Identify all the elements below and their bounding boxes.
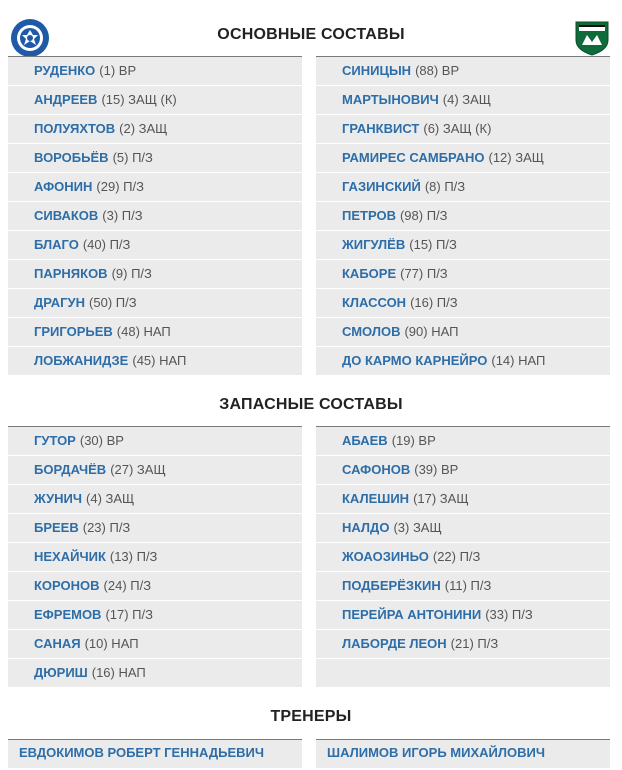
player-entry (342, 485, 469, 513)
player-entry (342, 231, 457, 259)
player-name-link[interactable]: БОРДАЧЁВ (34, 462, 107, 477)
player-row (8, 144, 302, 173)
player-name-link[interactable]: КОРОНОВ (34, 578, 100, 593)
player-row (316, 260, 610, 289)
player-row (8, 601, 302, 630)
player-row (8, 289, 302, 318)
player-number-position: (11) П/З (444, 578, 492, 593)
player-row (8, 543, 302, 572)
player-name-link[interactable]: БЛАГО (34, 237, 79, 252)
player-entry (34, 289, 137, 317)
player-row (316, 485, 610, 514)
player-row (316, 601, 610, 630)
player-name-link[interactable]: НАЛДО (342, 520, 390, 535)
player-row (8, 260, 302, 289)
player-number-position: (48) НАП (116, 324, 171, 339)
coaches-title: ТРЕНЕРЫ (270, 708, 352, 725)
player-name-link[interactable]: ПОДБЕРЁЗКИН (342, 578, 441, 593)
player-number-position: (8) П/З (424, 179, 466, 194)
player-name-link[interactable]: ЖОАОЗИНЬО (342, 549, 429, 564)
player-name-link[interactable]: НЕХАЙЧИК (34, 549, 106, 564)
player-entry (34, 543, 157, 571)
away-lineup-list (316, 56, 610, 376)
player-row (316, 572, 610, 601)
player-number-position: (40) П/З (82, 237, 131, 252)
player-entry (342, 456, 458, 484)
player-row (8, 426, 302, 456)
player-row (316, 86, 610, 115)
player-entry (342, 514, 442, 542)
player-name-link[interactable]: СМОЛОВ (342, 324, 401, 339)
player-number-position: (17) ЗАЩ (413, 491, 469, 506)
player-number-position: (1) ВР (99, 63, 137, 78)
player-entry (342, 289, 458, 317)
player-number-position: (5) П/З (112, 150, 153, 165)
player-entry (342, 86, 491, 114)
player-row (8, 572, 302, 601)
player-name-link[interactable]: МАРТЫНОВИЧ (342, 92, 439, 107)
player-number-position: (39) ВР (414, 462, 459, 477)
player-entry (342, 318, 458, 346)
player-entry (34, 630, 139, 658)
player-number-position: (77) П/З (400, 266, 448, 281)
player-row (8, 318, 302, 347)
player-number-position: (19) ВР (391, 433, 436, 448)
player-entry (34, 144, 153, 172)
player-row (8, 485, 302, 514)
player-row (8, 115, 302, 144)
player-number-position: (4) ЗАЩ (86, 491, 135, 506)
player-name-link[interactable]: САФОНОВ (342, 462, 411, 477)
player-name-link[interactable]: ПЕТРОВ (342, 208, 396, 223)
player-entry (34, 86, 177, 114)
player-row (8, 56, 302, 86)
player-number-position: (45) НАП (132, 353, 187, 368)
player-number-position: (10) НАП (84, 636, 139, 651)
player-entry (342, 572, 491, 600)
player-entry (34, 260, 152, 288)
player-entry (342, 144, 544, 172)
player-number-position: (30) ВР (79, 433, 124, 448)
player-number-position: (15) П/З (409, 237, 457, 252)
player-entry (34, 485, 134, 513)
player-name-link[interactable]: ЕФРЕМОВ (34, 607, 102, 622)
player-entry (34, 601, 153, 629)
player-row (316, 347, 610, 376)
player-row (8, 202, 302, 231)
player-row (316, 202, 610, 231)
player-entry (34, 347, 186, 375)
player-name-link[interactable]: РУДЕНКО (34, 63, 96, 78)
player-name-link[interactable]: ВОРОБЬЁВ (34, 150, 109, 165)
player-name-link[interactable]: ГУТОР (34, 433, 76, 448)
player-number-position: (14) НАП (491, 353, 546, 368)
player-row (8, 659, 302, 688)
player-row (316, 115, 610, 144)
player-number-position: (24) П/З (103, 578, 152, 593)
player-name-link[interactable]: СИВАКОВ (34, 208, 99, 223)
player-entry (34, 318, 171, 346)
player-entry (342, 57, 459, 85)
player-entry (342, 601, 533, 629)
player-row (8, 86, 302, 115)
home-lineup-list (8, 56, 302, 376)
player-name-link[interactable]: ПЕРЕЙРА АНТОНИНИ (342, 607, 482, 622)
player-number-position: (88) ВР (415, 63, 460, 78)
player-number-position: (90) НАП (404, 324, 459, 339)
player-row (316, 318, 610, 347)
player-row (8, 231, 302, 260)
player-entry (34, 456, 166, 484)
player-name-link[interactable]: СИНИЦЫН (342, 63, 412, 78)
player-row (8, 514, 302, 543)
player-name-link[interactable]: АБАЕВ (342, 433, 388, 448)
player-entry (342, 260, 448, 288)
player-row (316, 514, 610, 543)
player-name-link[interactable]: КАЛЕШИН (342, 491, 410, 506)
player-name-link[interactable]: ЖИГУЛЁВ (342, 237, 406, 252)
player-number-position: (15) ЗАЩ (К) (101, 92, 177, 107)
player-entry (34, 202, 143, 230)
player-name-link[interactable]: ЛАБОРДЕ ЛЕОН (342, 636, 447, 651)
player-name-link[interactable]: КАБОРЕ (342, 266, 397, 281)
home-coach[interactable] (8, 739, 302, 768)
player-number-position: (3) П/З (102, 208, 143, 223)
player-number-position: (50) П/З (89, 295, 137, 310)
player-row (8, 630, 302, 659)
player-number-position: (33) П/З (485, 607, 533, 622)
player-row (316, 543, 610, 572)
away-coach[interactable] (316, 739, 610, 768)
player-entry (34, 572, 151, 600)
player-row (316, 289, 610, 318)
player-name-link[interactable]: ГАЗИНСКИЙ (342, 179, 421, 194)
empty-row (316, 659, 610, 688)
player-entry (342, 115, 491, 143)
player-number-position: (98) П/З (399, 208, 448, 223)
player-row (316, 630, 610, 659)
player-name-link[interactable]: ДО КАРМО КАРНЕЙРО (342, 353, 488, 368)
substitutes-title: ЗАПАСНЫЕ СОСТАВЫ (219, 396, 403, 413)
player-number-position: (16) НАП (91, 665, 146, 680)
player-row (8, 173, 302, 202)
player-number-position: (3) ЗАЩ (393, 520, 442, 535)
player-entry (342, 202, 448, 230)
player-number-position: (27) ЗАЩ (110, 462, 166, 477)
player-entry (342, 630, 498, 658)
player-name-link[interactable]: АНДРЕЕВ (34, 92, 98, 107)
player-name-link[interactable]: ЛОБЖАНИДЗЕ (34, 353, 129, 368)
player-row (316, 231, 610, 260)
player-number-position: (23) П/З (82, 520, 131, 535)
player-number-position: (4) ЗАЩ (442, 92, 491, 107)
player-name-link[interactable]: ГРАНКВИСТ (342, 121, 420, 136)
player-entry (342, 173, 465, 201)
player-name-link[interactable]: БРЕЕВ (34, 520, 79, 535)
player-entry (34, 173, 144, 201)
player-row (8, 347, 302, 376)
player-row (316, 144, 610, 173)
player-number-position: (29) П/З (96, 179, 144, 194)
player-name-link[interactable]: АФОНИН (34, 179, 93, 194)
player-number-position: (9) П/З (111, 266, 152, 281)
player-row (8, 456, 302, 485)
away-coach-name[interactable]: ШАЛИМОВ ИГОРЬ МИХАЙЛОВИЧ (327, 745, 545, 760)
player-name-link[interactable]: ПОЛУЯХТОВ (34, 121, 116, 136)
player-entry (342, 427, 436, 455)
player-entry (34, 514, 130, 542)
player-row (316, 456, 610, 485)
player-entry (34, 659, 146, 687)
main-lineups-title: ОСНОВНЫЕ СОСТАВЫ (217, 26, 405, 43)
player-number-position: (12) ЗАЩ (488, 150, 544, 165)
player-number-position: (17) П/З (105, 607, 153, 622)
home-substitutes-list (8, 426, 302, 688)
player-number-position: (13) П/З (109, 549, 158, 564)
player-name-link[interactable]: ДРАГУН (34, 295, 86, 310)
player-row (316, 426, 610, 456)
player-name-link[interactable]: ДЮРИШ (34, 665, 88, 680)
player-name-link[interactable]: ГРИГОРЬЕВ (34, 324, 113, 339)
player-entry (34, 427, 124, 455)
player-name-link[interactable]: ПАРНЯКОВ (34, 266, 108, 281)
player-number-position: (21) П/З (450, 636, 499, 651)
player-entry (342, 347, 545, 375)
player-number-position: (22) П/З (432, 549, 481, 564)
player-number-position: (2) ЗАЩ (119, 121, 168, 136)
player-name-link[interactable]: КЛАССОН (342, 295, 407, 310)
player-number-position: (6) ЗАЩ (К) (423, 121, 492, 136)
player-entry (342, 543, 480, 571)
player-entry (34, 57, 136, 85)
player-entry (34, 115, 167, 143)
away-substitutes-list (316, 426, 610, 688)
player-number-position: (16) П/З (410, 295, 458, 310)
player-row (316, 173, 610, 202)
home-coach-name[interactable]: ЕВДОКИМОВ РОБЕРТ ГЕННАДЬЕВИЧ (19, 745, 264, 760)
player-name-link[interactable]: РАМИРЕС САМБРАНО (342, 150, 485, 165)
player-name-link[interactable]: САНАЯ (34, 636, 81, 651)
player-name-link[interactable]: ЖУНИЧ (34, 491, 83, 506)
player-entry (34, 231, 130, 259)
player-row (316, 56, 610, 86)
